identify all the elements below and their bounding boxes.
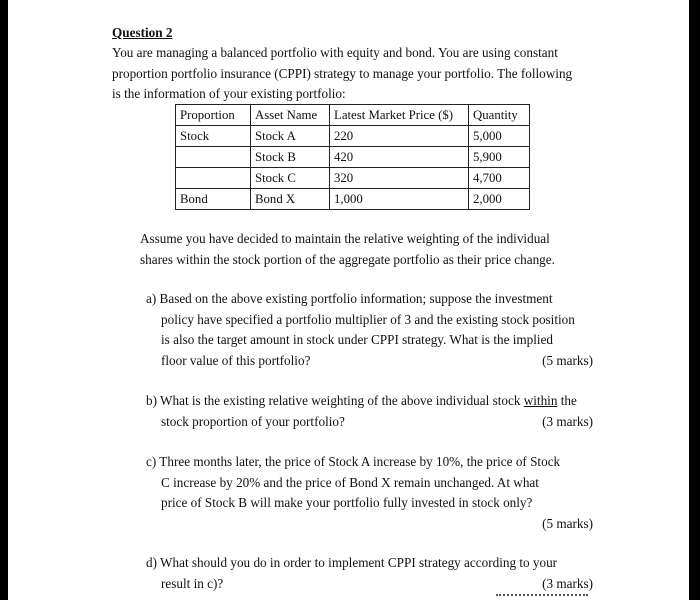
cut-off-text-fragment	[496, 594, 588, 599]
table-cell	[176, 168, 251, 189]
table-cell: 2,000	[469, 189, 530, 210]
table-header: Quantity	[469, 105, 530, 126]
table-cell: 320	[330, 168, 469, 189]
marks-label: (5 marks)	[542, 515, 593, 531]
question-line: result in c)?	[161, 575, 224, 591]
assumption-line: shares within the stock portion of the aggregate portfolio as their price change.	[140, 251, 555, 267]
table-cell: 5,900	[469, 147, 530, 168]
table-cell: 5,000	[469, 126, 530, 147]
intro-line: You are managing a balanced portfolio with equity and bond. You are using constant	[112, 45, 558, 60]
table-cell: 420	[330, 147, 469, 168]
table-cell: Stock C	[251, 168, 330, 189]
table-row	[176, 126, 530, 147]
question-c	[146, 452, 593, 534]
table-cell: Bond	[176, 189, 251, 210]
question-heading: Question 2	[112, 25, 173, 40]
assumption-line: Assume you have decided to maintain the relative weighting of the individual	[140, 231, 550, 246]
question-line: policy have specified a portfolio multiplier of 3 and the existing stock position	[161, 311, 575, 327]
question-line	[146, 391, 593, 412]
question-d	[146, 553, 593, 594]
intro-line: proportion portfolio insurance (CPPI) strategy to manage your portfolio. The following	[112, 65, 573, 81]
table-cell	[176, 147, 251, 168]
table-cell: 4,700	[469, 168, 530, 189]
assumption-paragraph	[140, 229, 591, 270]
table-header: Asset Name	[251, 105, 330, 126]
underlined-word: within	[523, 393, 558, 408]
question-text: b) What is the existing relative weighting of the above individual stock	[146, 393, 524, 408]
question-last-row	[146, 412, 593, 433]
document-page	[8, 0, 689, 600]
marks-label: (5 marks)	[542, 352, 593, 368]
table-header: Latest Market Price ($)	[330, 105, 469, 126]
question-a	[146, 289, 593, 371]
table-cell: 1,000	[330, 189, 469, 210]
question-line: C increase by 20% and the price of Bond X remain unchanged. At what	[161, 474, 539, 490]
table-cell: Stock B	[251, 147, 330, 168]
intro-paragraph	[112, 43, 587, 105]
table-cell: 220	[330, 126, 469, 147]
question-text: the	[557, 393, 577, 408]
table-cell: Stock	[176, 126, 251, 147]
table-header-row	[176, 105, 530, 126]
question-line: floor value of this portfolio?	[161, 352, 311, 368]
table-row	[176, 189, 530, 210]
question-last-row	[146, 351, 593, 372]
question-last-row	[146, 514, 593, 535]
table-header: Proportion	[176, 105, 251, 126]
marks-label: (3 marks)	[542, 575, 593, 591]
table-cell: Stock A	[251, 126, 330, 147]
table-cell: Bond X	[251, 189, 330, 210]
question-line: price of Stock B will make your portfolio fully invested in stock only?	[161, 495, 533, 510]
portfolio-table	[175, 104, 530, 210]
table-row	[176, 168, 530, 189]
intro-line: is the information of your existing portfolio:	[112, 86, 346, 101]
marks-label: (3 marks)	[542, 413, 593, 429]
question-line: c) Three months later, the price of Stock A increase by 10%, the price of Stock	[146, 454, 561, 469]
question-last-row	[146, 574, 593, 595]
question-line: a) Based on the above existing portfolio information; suppose the investment	[146, 291, 553, 306]
question-line: stock proportion of your portfolio?	[161, 413, 345, 429]
table-row	[176, 147, 530, 168]
question-line: d) What should you do in order to implement CPPI strategy according to your	[146, 555, 558, 570]
question-line: is also the target amount in stock under CPPI strategy. What is the implied	[161, 332, 554, 347]
question-b	[146, 391, 593, 432]
